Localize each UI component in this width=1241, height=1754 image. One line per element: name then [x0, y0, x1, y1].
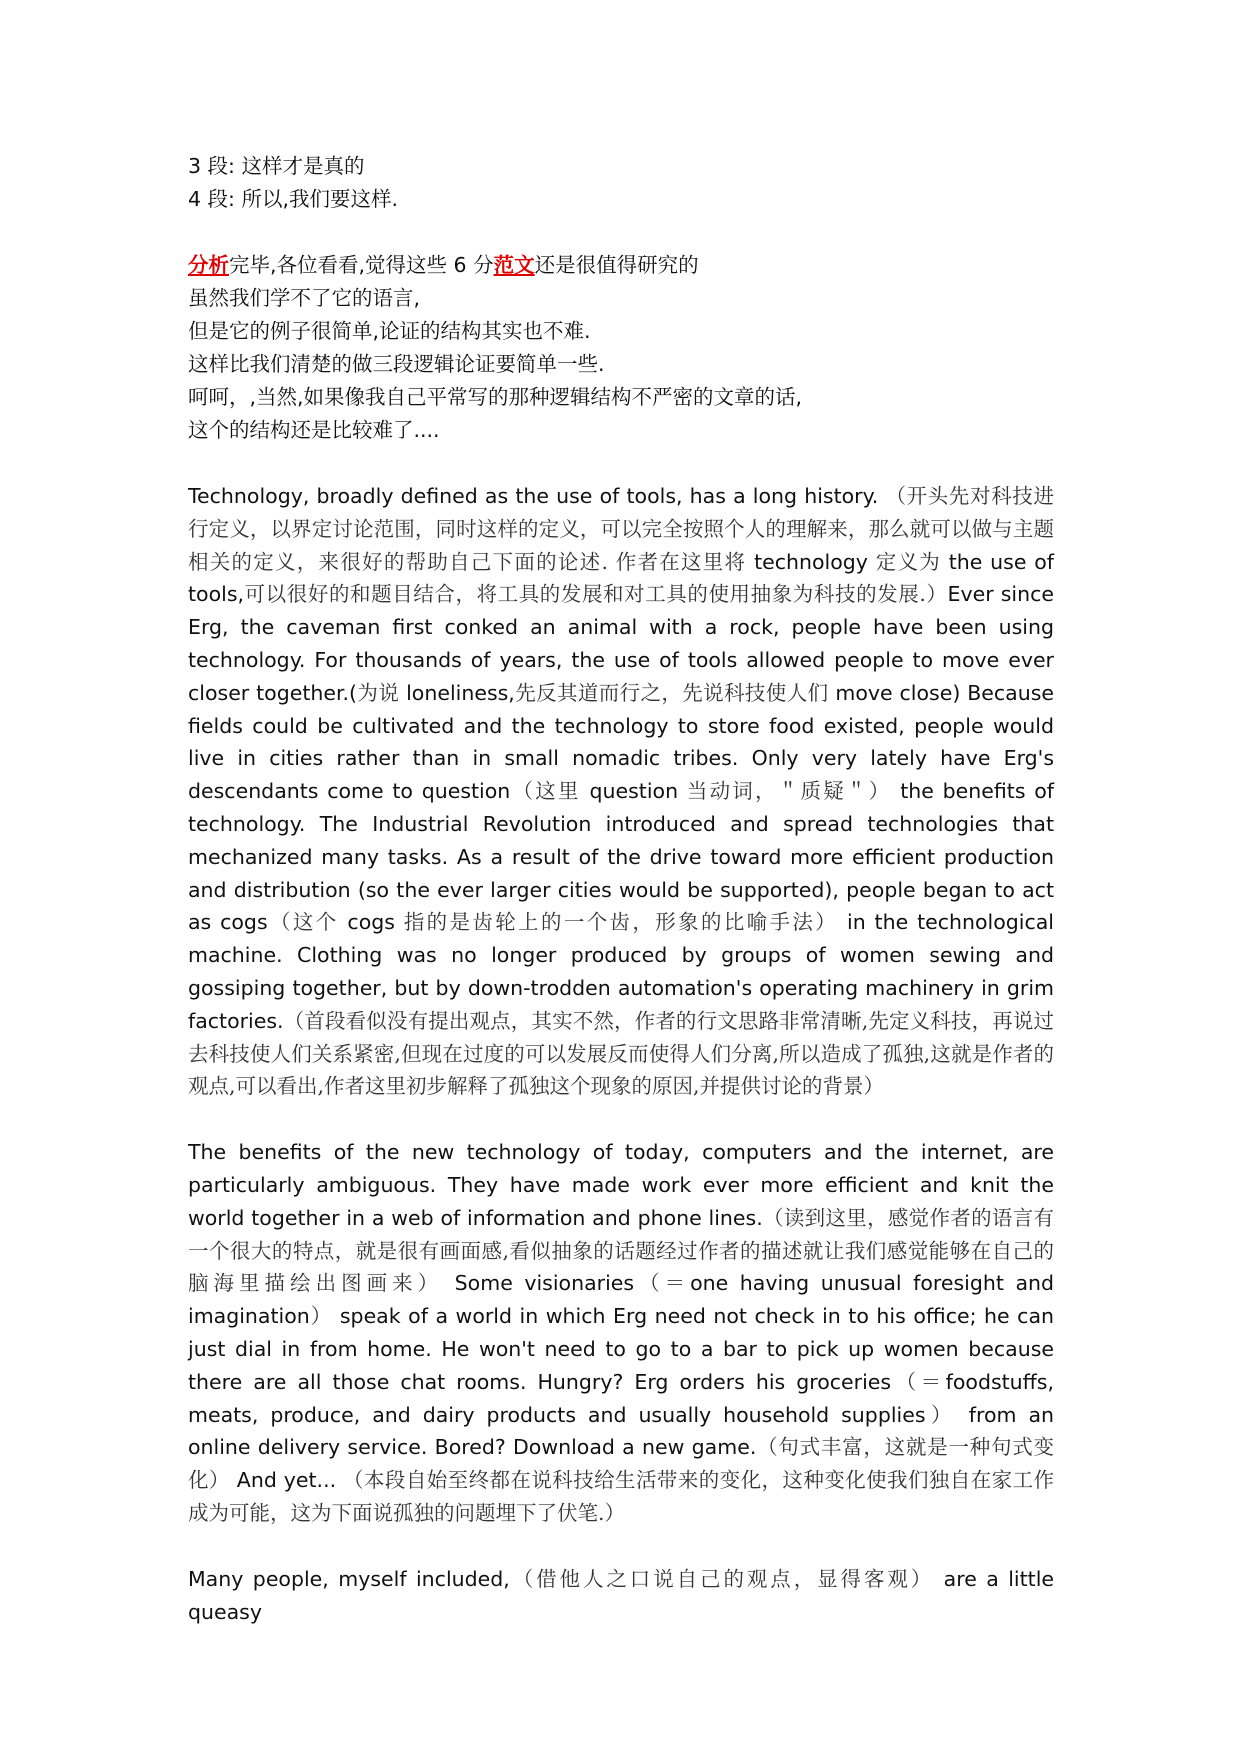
- essay-text: loneliness,: [399, 680, 515, 705]
- essay-text: speak of a world in which Erg need not check in to his office; he can just dial in from home. He won't need to go to a bar to pick up women because there are all those chat rooms. Hungry? Erg orders his groceries: [188, 1304, 1055, 1394]
- annotation-text: （这里: [510, 779, 581, 804]
- spacer: [188, 1530, 1054, 1563]
- essay-paragraph-2: [188, 1136, 1054, 1530]
- annotation-text: 先反其道而行之，先说科技使人们: [514, 680, 829, 705]
- essay-text: technology: [746, 549, 876, 574]
- annotation-text: （这个: [267, 910, 339, 935]
- annotation-text: ）: [309, 1304, 333, 1329]
- spacer: [188, 216, 1054, 249]
- essay-text: The benefits of the new technology of today, computers and the internet, are particularly ambiguous. They have made work ever more efficient and knit the world together in a web of information and phone lines.: [188, 1140, 1054, 1230]
- essay-text: the use of tools,: [188, 549, 1054, 607]
- essay-text: from an online delivery service. Bored? Download a new game.: [188, 1402, 1054, 1460]
- spacer: [188, 447, 1054, 480]
- annotation-text: ）: [925, 1402, 957, 1427]
- annotation-text: （读到这里，感觉作者的语言有一个很大的特点，就是很有画面感,看似抽象的话题经过作者的描述就让我们感觉能够在自己的脑海里描绘出图画来）: [188, 1205, 1055, 1296]
- essay-text: one having unusual foresight and imagination: [188, 1271, 1055, 1329]
- essay-paragraph-1: [188, 480, 1054, 1103]
- essay-text: Many people, myself included,: [188, 1566, 510, 1591]
- sample-essay-link[interactable]: 范文: [493, 253, 535, 277]
- essay-text: Some visionaries: [443, 1271, 635, 1296]
- annotation-text: （首段看似没有提出观点，其实不然，作者的行文思路非常清晰,先定义科技，再说过去科技使人们关系紧密,但现在过度的可以发展反而使得人们分离,所以造成了孤独,这就是作者的观点,可以看出,作者这里初步解释了孤独这个现象的原因,并提供讨论的背景）: [188, 1008, 1054, 1099]
- annotation-text: 当动词，＂质疑＂）: [686, 779, 892, 804]
- intro-line-2: 4 段: 所以,我们要这样.: [188, 187, 399, 211]
- annotation-text: （本段自始至终都在说科技给生活带来的变化，这种变化使我们独自在家工作成为可能，这为下面说孤独的问题埋下了伏笔.）: [188, 1468, 1055, 1525]
- analysis-line-5: 这个的结构还是比较难了....: [188, 418, 440, 442]
- analysis-text-2: 还是很值得研究的: [534, 253, 699, 277]
- annotation-text: 为说: [357, 680, 400, 705]
- essay-text: And yet...: [229, 1468, 344, 1493]
- annotation-text: （＝: [891, 1369, 946, 1394]
- analysis-link[interactable]: 分析: [188, 253, 229, 277]
- essay-text: are a little queasy: [188, 1566, 1055, 1624]
- essay-paragraph-3: [188, 1563, 1054, 1629]
- essay-text: move close) Because fields could be cultivated and the technology to store food existed, people would live in cities rather than in small nomadic tribes. Only very lately have Erg's descendants come to question: [188, 680, 1055, 804]
- analysis-line-2: 但是它的例子很简单,论证的结构其实也不难.: [188, 319, 591, 343]
- essay-text: cogs: [338, 910, 404, 935]
- essay-text: question: [580, 779, 687, 804]
- annotation-text: 定义为: [875, 549, 941, 574]
- annotation-text: （＝: [634, 1271, 691, 1296]
- annotation-text: （借他人之口说自己的观点，显得客观）: [509, 1566, 935, 1591]
- essay-text: the benefits of technology. The Industrial Revolution introduced and spread technologies that mechanized many tasks. As a result of the drive toward more efficient production and distribution (so the ever larger cities would be supported), people began to act as cogs: [188, 779, 1055, 935]
- analysis-text-1: 完毕,各位看看,觉得这些 6 分: [229, 253, 494, 277]
- analysis-line-3: 这样比我们清楚的做三段逻辑论证要简单一些.: [188, 352, 605, 376]
- analysis-line-1: 虽然我们学不了它的语言,: [188, 286, 421, 310]
- essay-text: Technology, broadly defined as the use of tools, has a long history.: [188, 484, 886, 508]
- annotation-text: （开头先对科技进行定义，以界定讨论范围，同时这样的定义，可以完全按照个人的理解来，那么就可以做与主题相关的定义，来很好的帮助自己下面的论述. 作者在这里将: [188, 484, 1055, 574]
- annotation-text: 可以很好的和题目结合，将工具的发展和对工具的使用抽象为科技的发展.）: [244, 582, 948, 607]
- analysis-line-4: 呵呵，,当然,如果像我自己平常写的那种逻辑结构不严密的文章的话,: [188, 385, 803, 409]
- document-page: [188, 150, 1054, 1628]
- essay-text: Ever since Erg, the caveman first conked an animal with a rock, people have been using technology. For thousands of years, the use of tools allowed people to move ever closer together.(: [188, 582, 1054, 705]
- essay-text: in the technological machine. Clothing was no longer produced by groups of women sewing and gossiping together, but by down-trodden automation's operating machinery in grim factories.: [188, 910, 1055, 1033]
- analysis-summary: [188, 249, 1054, 282]
- spacer: [188, 1103, 1054, 1136]
- annotation-text: 指的是齿轮上的一个齿，形象的比喻手法）: [403, 910, 839, 935]
- essay-text: foodstuffs, meats, produce, and dairy products and usually household supplies: [188, 1369, 1054, 1427]
- annotation-text: （句式丰富，这就是一种句式变化）: [188, 1435, 1054, 1493]
- intro-line-1: 3 段: 这样才是真的: [188, 154, 365, 178]
